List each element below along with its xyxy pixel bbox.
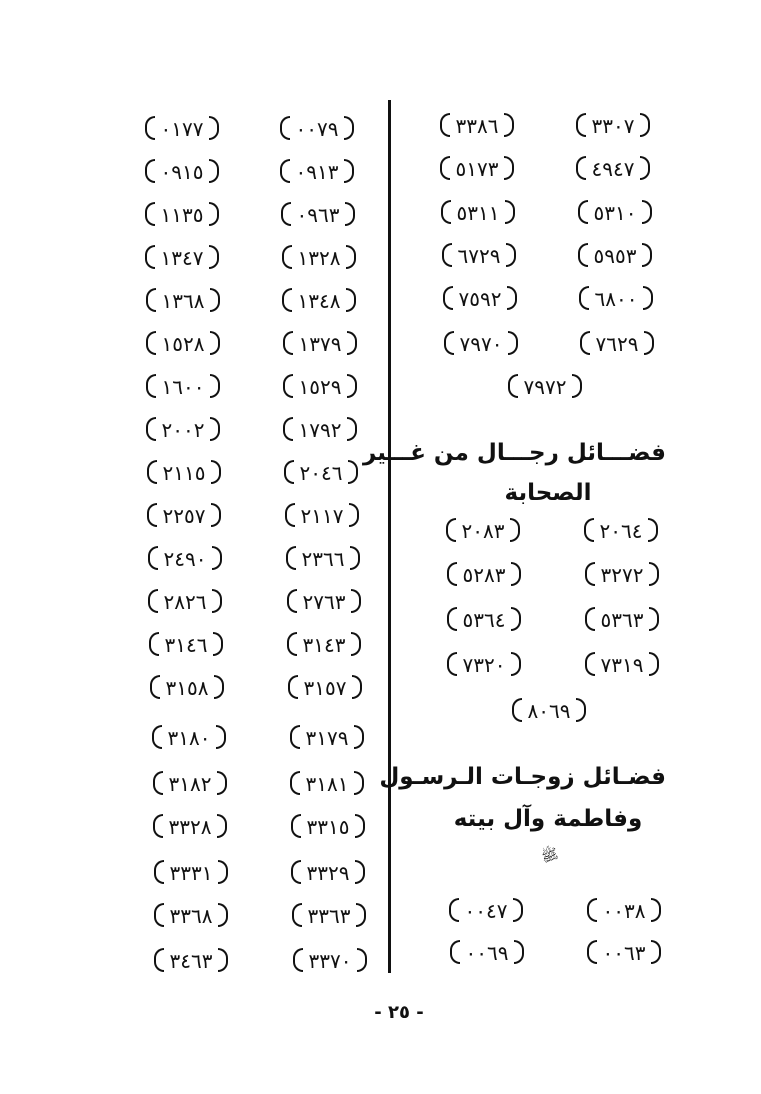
reference-number: ٢٧٦٣ [287, 586, 361, 618]
reference-number: ١٣٢٨ [282, 242, 356, 274]
reference-number: ٠٠٤٧ [449, 895, 523, 927]
reference-number: ١١٣٥ [145, 199, 219, 231]
reference-number: ١٣٦٨ [146, 285, 220, 317]
reference-number: ٥٣١١ [441, 197, 515, 229]
reference-number: ٥٣٦٣ [585, 604, 659, 636]
reference-number: ١٥٢٨ [146, 328, 220, 360]
reference-number: ٠٠٧٩ [280, 113, 354, 145]
reference-number: ٣٣٨٦ [440, 110, 514, 142]
reference-number: ٣٤٦٣ [154, 945, 228, 977]
reference-number: ٣٣٢٨ [153, 811, 227, 843]
reference-number: ٢٨٢٦ [148, 586, 222, 618]
reference-number: ٧٦٢٩ [580, 328, 654, 360]
section-heading: فضـائل زوجـات الـرسـول [379, 764, 666, 790]
reference-number: ٧٩٧٠ [444, 328, 518, 360]
reference-number: ٠٠٦٩ [450, 937, 524, 969]
reference-number: ٥٢٨٣ [447, 559, 521, 591]
reference-number: ٢٠٨٣ [446, 515, 520, 547]
reference-number: ٣١٧٩ [290, 722, 364, 754]
reference-number: ٥١٧٣ [440, 153, 514, 185]
reference-number: ٣٣٢٩ [291, 857, 365, 889]
section-heading: فضـــائل رجـــال من غـــير [362, 440, 666, 466]
reference-number: ٣٣٦٨ [154, 900, 228, 932]
reference-number: ٠٩٦٣ [281, 199, 355, 231]
reference-number: ٣٣١٥ [291, 811, 365, 843]
reference-number: ٢٤٩٠ [148, 543, 222, 575]
reference-number: ١٣٧٩ [283, 328, 357, 360]
reference-number: ٣٢٧٢ [585, 559, 659, 591]
section-heading: الصحابة [504, 480, 592, 506]
reference-number: ٢١١٧ [285, 500, 359, 532]
reference-number: ٢٠٦٤ [584, 515, 658, 547]
reference-number: ٣١٨٢ [153, 768, 227, 800]
reference-number: ٠١٧٧ [145, 113, 219, 145]
reference-number: ٣١٤٦ [149, 629, 223, 661]
reference-number: ٢٢٥٧ [147, 500, 221, 532]
reference-number: ٧٣٢٠ [447, 649, 521, 681]
reference-number: ٧٩٧٢ [508, 371, 582, 403]
reference-number: ١٧٩٢ [283, 414, 357, 446]
reference-number: ٢٣٦٦ [286, 543, 360, 575]
reference-number: ٥٣٦٤ [447, 604, 521, 636]
reference-number: ١٣٤٧ [145, 242, 219, 274]
reference-number: ٦٨٠٠ [579, 283, 653, 315]
reference-number: ٤٩٤٧ [576, 153, 650, 185]
reference-number: ٣٣٣١ [154, 857, 228, 889]
reference-number: ٣٣٧٠ [293, 945, 367, 977]
reference-number: ٧٥٩٢ [443, 283, 517, 315]
reference-number: ٥٩٥٣ [578, 240, 652, 272]
reference-number: ٨٠٦٩ [512, 695, 586, 727]
reference-number: ٣١٥٨ [150, 672, 224, 704]
reference-number: ٠٩١٣ [280, 156, 354, 188]
reference-number: ٣١٨١ [290, 768, 364, 800]
reference-number: ١٥٢٩ [283, 371, 357, 403]
reference-number: ٢١١٥ [147, 457, 221, 489]
section-heading: وفاطمة وآل بيته [453, 806, 643, 832]
reference-number: ٣٣٦٣ [292, 900, 366, 932]
reference-number: ٥٣١٠ [578, 197, 652, 229]
reference-number: ٢٠٠٢ [146, 414, 220, 446]
reference-number: ٠٩١٥ [145, 156, 219, 188]
reference-number: ١٣٤٨ [282, 285, 356, 317]
reference-number: ٣١٤٣ [287, 629, 361, 661]
reference-number: ٠٠٦٣ [587, 937, 661, 969]
reference-number: ٣٣٠٧ [576, 110, 650, 142]
reference-number: ٠٠٣٨ [587, 895, 661, 927]
page-number: - ٢٥ - [374, 1002, 424, 1023]
reference-number: ٦٧٢٩ [442, 240, 516, 272]
reference-number: ٧٣١٩ [585, 649, 659, 681]
honorific-calligraphy: ﷺ [539, 845, 561, 867]
column-divider [388, 100, 391, 973]
reference-number: ٣١٥٧ [288, 672, 362, 704]
reference-number: ١٦٠٠ [146, 371, 220, 403]
reference-number: ٣١٨٠ [152, 722, 226, 754]
reference-number: ٢٠٤٦ [284, 457, 358, 489]
